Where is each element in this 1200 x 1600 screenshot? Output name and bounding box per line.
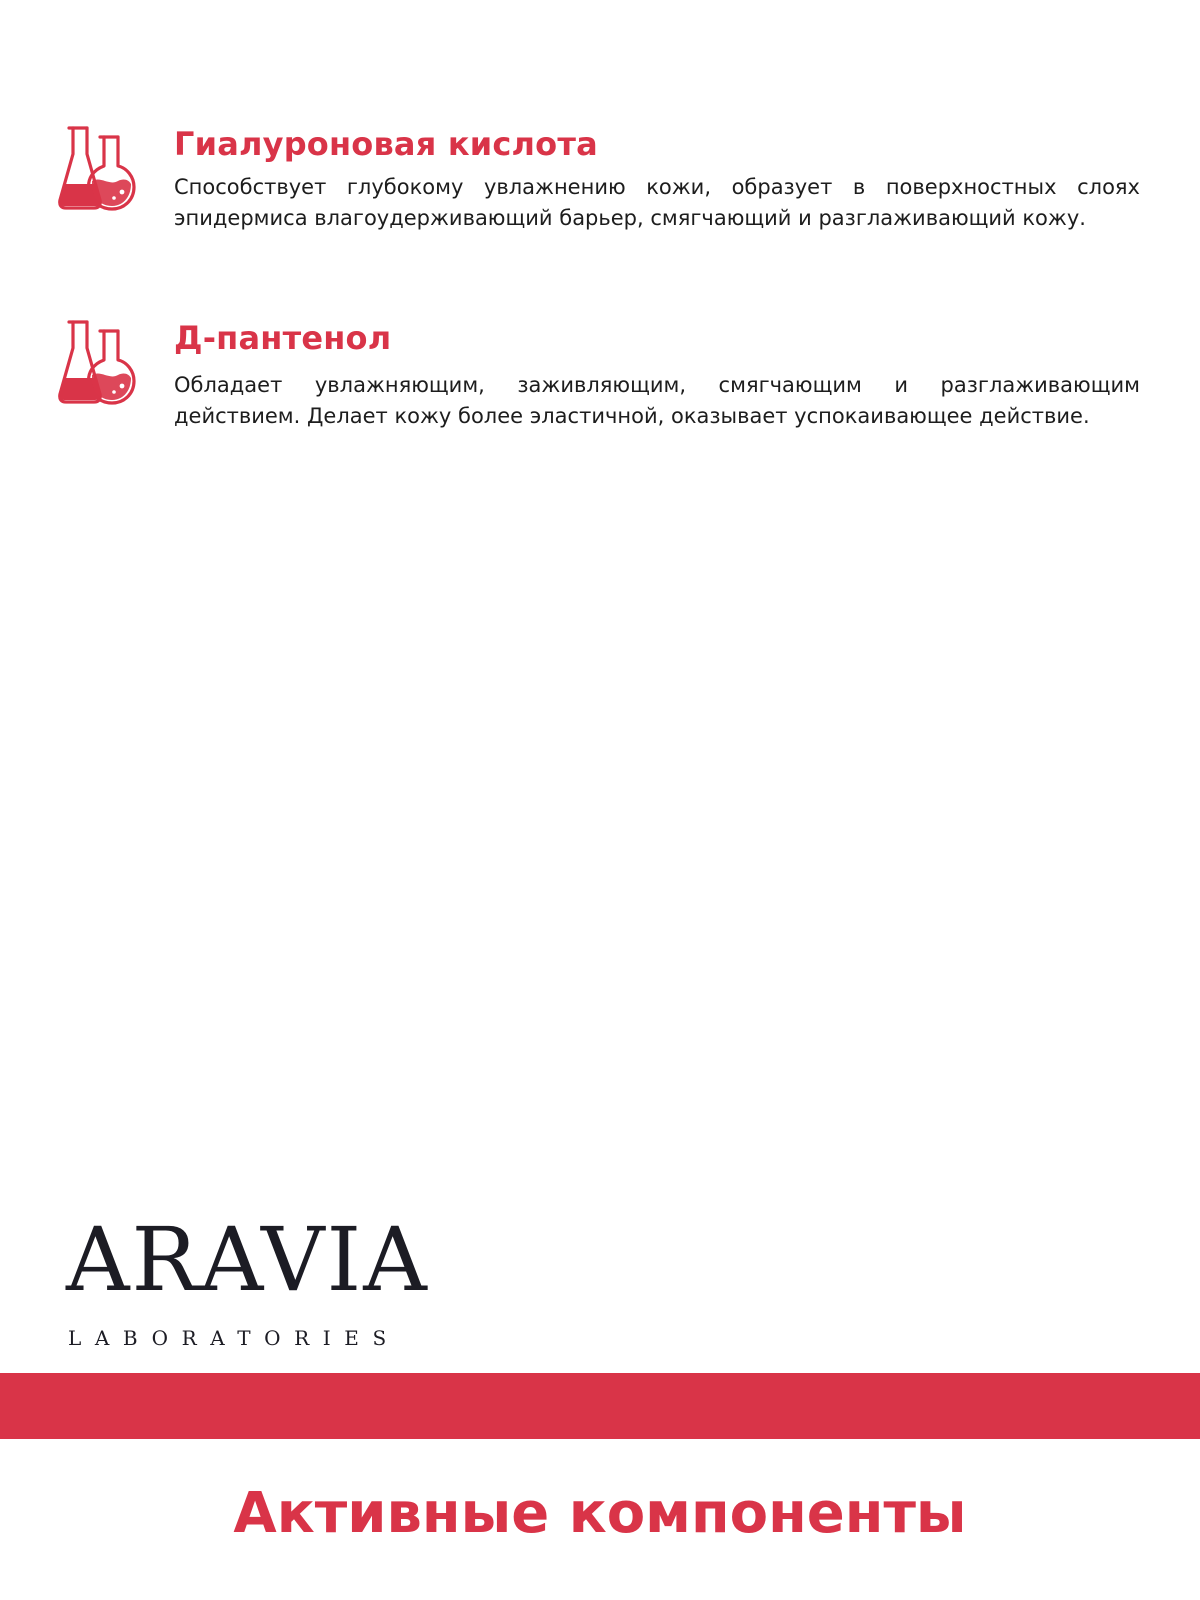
lab-flasks-icon: [56, 124, 140, 214]
footer-title: Активные компоненты: [233, 1481, 967, 1546]
brand-wordmark: ARAVIA: [66, 1208, 429, 1311]
ingredient-description: Обладает увлажняющим, заживляющим, смягчающим и разглаживающим действием. Делает кожу более эластичной, оказывает успокаивающее действие.: [174, 373, 1140, 428]
lab-flasks-icon: [56, 318, 140, 408]
brand-logo: [66, 1208, 429, 1350]
accent-band: [0, 1373, 1200, 1439]
ingredient-title: Д-пантенол: [174, 319, 392, 357]
ingredient-title: Гиалуроновая кислота: [174, 125, 598, 163]
ingredient-description: Способствует глубокому увлажнению кожи, образует в поверхностных слоях эпидермиса влагоудерживающий барьер, смягчающий и разглаживающий кожу.: [174, 175, 1140, 230]
brand-tagline: LABORATORIES: [68, 1326, 400, 1350]
